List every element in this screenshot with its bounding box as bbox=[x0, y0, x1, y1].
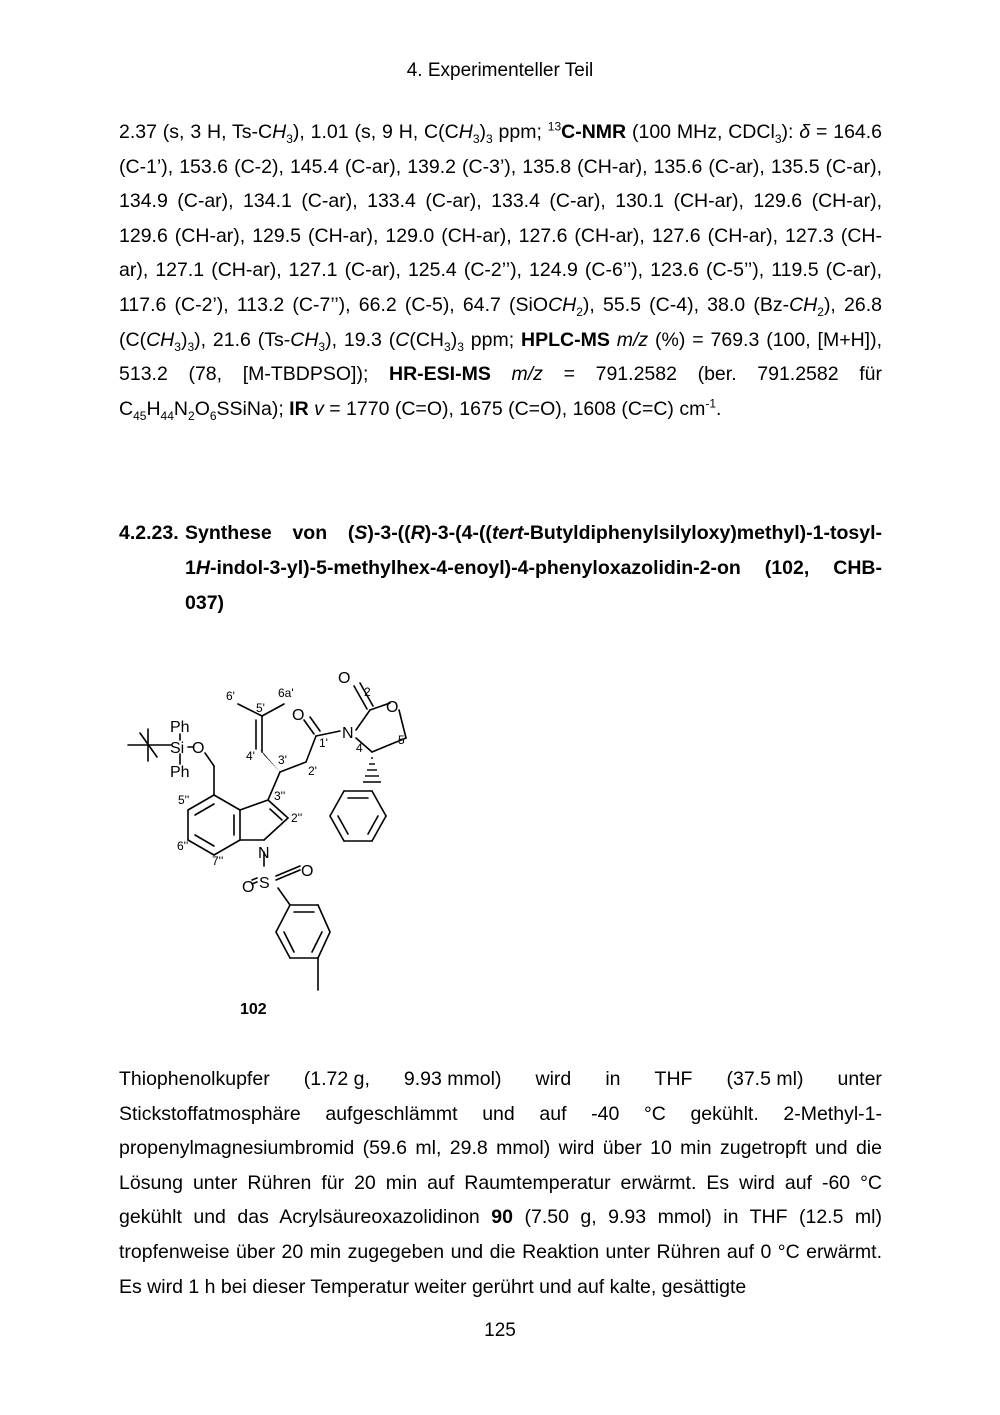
section-heading bbox=[119, 516, 882, 621]
hr-esi-ms-label: HR-ESI-MS bbox=[389, 363, 491, 386]
locant-2pp: 2'' bbox=[291, 811, 303, 825]
section-title: Synthese von (S)-3-((R)-3-(4-((tert-Butyldiphenylsilyloxy)methyl)-1-tosyl-1H-indol-3-yl)-5-methylhex-4-enoyl)-4-phenyloxazolidin-2-on (102, CHB-037) bbox=[185, 522, 882, 614]
compound-number: 102 bbox=[240, 1001, 267, 1018]
o-sulfonyl-right-label: O bbox=[301, 863, 314, 880]
locant-6ap: 6a' bbox=[278, 686, 294, 700]
page-number: 125 bbox=[484, 1320, 516, 1341]
locant-1p: 1' bbox=[319, 736, 328, 750]
locant-6pp: 6'' bbox=[177, 839, 189, 853]
c13-nmr-label: C-NMR bbox=[561, 121, 627, 143]
s-label: S bbox=[259, 875, 270, 892]
locant-2p: 2' bbox=[308, 764, 317, 778]
structure-drawing bbox=[120, 655, 480, 1035]
n-indole-label: N bbox=[258, 845, 270, 862]
locant-5: 5 bbox=[398, 733, 405, 747]
ir-label: IR bbox=[289, 397, 309, 420]
o-ring-label: O bbox=[386, 699, 399, 716]
analytics-paragraph: 2.37 (s, 3 H, $Ts-CH_3$), 1.01 (s, 9 H, $C(CH_3)_3$ ppm; $^{13}$C-NMR (100 MHz, CDCl$_3$): δ = 164.6 (C-1’), 153.6 (C-2), 145.4 (C-ar), 139.2 (C-3’), 135.8 (CH-ar), 135.6 (C-ar), 135.5 (C-ar), 134.9 (C-ar), 134.1 (C-ar), 133.4 (C-ar), 133.4 (C-ar), 130.1 (CH-ar), 129.6 (CH-ar), 129.6 (CH-ar), 129.5 (CH-ar), 129.0 (CH-ar), 127.6 (CH-ar), 127.6 (CH-ar), 127.3 (CH-ar), 127.1 (CH-ar), 127.1 (C-ar), 125.4 (C-2’’), 124.9 (C-6’’), 123.6 (C-5’’), 119.5 (C-ar), 117.6 (C-2’), 113.2 (C-7’’), 66.2 (C-5), 64.7 (SiOCH$_2$), 55.5 (C-4), 38.0 $(Bz-CH_2)$, 26.8 $(C(CH_3)_3)$, 21.6 $(Ts-CH_3)$, 19.3 ($C(CH_3)_3$ ppm; HPLC-MS m/z (%) = 769.3 (100, [M+H]), 513.2 (78, [M-TBDPSO]); HR-ESI-MS m/z = 791.2582 (ber. 791.2582 für $C_{45}H_{44}N_2O_6SSiNa$); IR v = 1770 (C=O), 1675 (C=O), 1608 (C=C) $cm^{-1}$. bbox=[119, 119, 883, 423]
si-label: Si bbox=[170, 740, 185, 757]
locant-3p: 3' bbox=[278, 753, 287, 767]
n-oxazolidinone-label: N bbox=[342, 725, 354, 742]
locant-5p: 5' bbox=[256, 701, 265, 715]
procedure-first-line: Thiophenolkupfer (1.72 g, 9.93 mmol) wird in THF (37.5 ml) unter bbox=[119, 1068, 882, 1090]
locant-5pp: 5'' bbox=[178, 793, 190, 807]
procedure-paragraph: Thiophenolkupfer (1.72 g, 9.93 mmol) wird in THF (37.5 ml) unter Stickstoffatmosphäre aufgeschlämmt und auf -40 °C gekühlt. 2-Methyl-1-propenylmagnesiumbromid (59.6 ml, 29.8 mmol) wird über 10 min zugetropft und die Lösung unter Rühren für 20 min auf Raumtemperatur erwärmt. Es wird auf -60 °C gekühlt und das Acrylsäureoxazolidinon 90 (7.50 g, 9.93 mmol) in THF (12.5 ml) tropfenweise über 20 min zugegeben und die Reaktion unter Rühren auf 0 °C erwärmt. Es wird 1 h bei dieser Temperatur weiter gerührt und auf kalte, gesättigte bbox=[119, 1062, 882, 1304]
ph-bottom-label: Ph bbox=[170, 764, 190, 781]
wedge-bond bbox=[260, 749, 280, 772]
hashed-bond bbox=[363, 758, 381, 782]
chemical-structure-102 bbox=[120, 655, 480, 1035]
o-carbonyl-label: O bbox=[292, 707, 305, 724]
locant-3pp: 3'' bbox=[274, 789, 286, 803]
locant-6p: 6' bbox=[226, 689, 235, 703]
locant-4: 4 bbox=[356, 741, 363, 755]
section-number: 4.2.23. bbox=[119, 522, 179, 544]
locant-7pp: 7'' bbox=[212, 854, 224, 868]
ph-top-label: Ph bbox=[170, 719, 190, 736]
hplc-ms-label: HPLC-MS bbox=[521, 328, 610, 351]
compound-90-ref: 90 bbox=[491, 1206, 513, 1229]
o-si-label: O bbox=[192, 740, 205, 757]
o-sulfonyl-left-label: O bbox=[242, 879, 255, 896]
page-header: 4. Experimenteller Teil bbox=[406, 60, 594, 81]
locant-2: 2 bbox=[364, 685, 371, 699]
locant-4p: 4' bbox=[246, 749, 255, 763]
o-oxazolidinone-carbonyl-label: O bbox=[338, 670, 351, 687]
